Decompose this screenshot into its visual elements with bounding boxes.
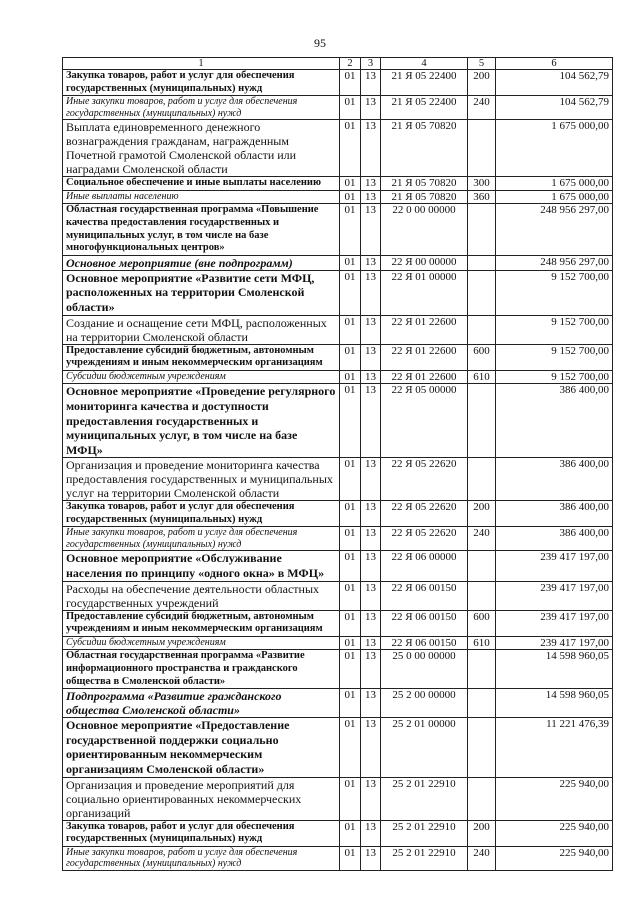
row-subsection-cell: 13 [361,777,381,820]
table-row [63,384,613,458]
row-subsection-cell: 13 [361,384,381,458]
row-amount-cell: 239 417 197,00 [496,610,613,636]
row-subsection-cell: 13 [361,70,381,96]
row-amount-cell: 1 675 000,00 [496,120,613,177]
table-row [63,527,613,551]
row-name-cell: Областная государственная программа «Развитие информационного пространства и гражданского общества в Смоленской области» [63,650,340,689]
row-subsection-cell: 13 [361,370,381,384]
row-subsection-cell: 13 [361,344,381,370]
row-section-cell: 01 [340,96,361,120]
row-section-cell: 01 [340,820,361,846]
row-subsection-cell: 13 [361,96,381,120]
row-target-article-cell: 22 Я 06 00150 [381,636,468,650]
row-subsection-cell: 13 [361,527,381,551]
row-amount-cell: 9 152 700,00 [496,344,613,370]
row-section-cell: 01 [340,120,361,177]
row-expense-type-cell: 200 [468,70,496,96]
row-section-cell: 01 [340,204,361,255]
row-amount-cell: 239 417 197,00 [496,551,613,581]
row-name-cell: Основное мероприятие «Проведение регулярного мониторинга качества и доступности предоставления государственных и муниципальных услуг, в том числе на базе МФЦ» [63,384,340,458]
row-expense-type-cell: 240 [468,96,496,120]
row-subsection-cell: 13 [361,846,381,870]
row-expense-type-cell: 360 [468,190,496,204]
row-section-cell: 01 [340,610,361,636]
row-amount-cell: 14 598 960,05 [496,650,613,689]
row-target-article-cell: 21 Я 05 22400 [381,96,468,120]
row-name-cell: Организация и проведение мониторинга качества предоставления государственных и муниципальных услуг на территории Смоленской области [63,458,340,501]
row-subsection-cell: 13 [361,177,381,191]
row-section-cell: 01 [340,344,361,370]
row-subsection-cell: 13 [361,501,381,527]
row-target-article-cell: 25 2 01 22910 [381,820,468,846]
row-section-cell: 01 [340,689,361,718]
row-amount-cell: 225 940,00 [496,820,613,846]
table-row [63,718,613,777]
table-row [63,190,613,204]
row-expense-type-cell: 600 [468,610,496,636]
row-target-article-cell: 25 2 01 22910 [381,846,468,870]
row-target-article-cell: 22 Я 01 22600 [381,344,468,370]
row-name-cell: Иные закупки товаров, работ и услуг для обеспечения государственных (муниципальных) нужд [63,527,340,551]
row-subsection-cell: 13 [361,190,381,204]
row-subsection-cell: 13 [361,315,381,344]
row-amount-cell: 386 400,00 [496,501,613,527]
row-expense-type-cell [468,315,496,344]
row-section-cell: 01 [340,177,361,191]
row-expense-type-cell [468,581,496,610]
table-row [63,255,613,270]
row-name-cell: Иные выплаты населению [63,190,340,204]
row-expense-type-cell: 300 [468,177,496,191]
row-target-article-cell: 22 Я 01 00000 [381,270,468,315]
row-target-article-cell: 22 Я 05 22620 [381,501,468,527]
row-target-article-cell: 22 0 00 00000 [381,204,468,255]
row-expense-type-cell [468,718,496,777]
row-amount-cell: 9 152 700,00 [496,370,613,384]
row-expense-type-cell: 600 [468,344,496,370]
table-row [63,501,613,527]
table-row [63,204,613,255]
row-subsection-cell: 13 [361,820,381,846]
table-row [63,344,613,370]
row-amount-cell: 225 940,00 [496,777,613,820]
row-amount-cell: 248 956 297,00 [496,255,613,270]
table-row [63,650,613,689]
table-row [63,551,613,581]
table-row [63,777,613,820]
row-amount-cell: 9 152 700,00 [496,270,613,315]
row-target-article-cell: 22 Я 05 22620 [381,458,468,501]
row-name-cell: Основное мероприятие «Развитие сети МФЦ, расположенных на территории Смоленской области» [63,270,340,315]
table-row [63,270,613,315]
row-expense-type-cell: 200 [468,501,496,527]
table-row [63,315,613,344]
row-section-cell: 01 [340,777,361,820]
row-target-article-cell: 22 Я 05 22620 [381,527,468,551]
row-subsection-cell: 13 [361,581,381,610]
table-row [63,70,613,96]
table-row [63,636,613,650]
row-expense-type-cell [468,120,496,177]
row-section-cell: 01 [340,527,361,551]
row-target-article-cell: 21 Я 05 70820 [381,190,468,204]
row-expense-type-cell [468,689,496,718]
row-expense-type-cell [468,650,496,689]
row-expense-type-cell [468,384,496,458]
row-name-cell: Создание и оснащение сети МФЦ, расположенных на территории Смоленской области [63,315,340,344]
row-name-cell: Социальное обеспечение и иные выплаты населению [63,177,340,191]
row-target-article-cell: 25 2 01 22910 [381,777,468,820]
row-target-article-cell: 22 Я 01 22600 [381,315,468,344]
row-name-cell: Расходы на обеспечение деятельности областных государственных учреждений [63,581,340,610]
row-target-article-cell: 21 Я 05 70820 [381,120,468,177]
row-section-cell: 01 [340,501,361,527]
column-header-3: 3 [361,58,381,70]
row-name-cell: Подпрограмма «Развитие гражданского общества Смоленской области» [63,689,340,718]
row-amount-cell: 239 417 197,00 [496,581,613,610]
row-amount-cell: 14 598 960,05 [496,689,613,718]
row-target-article-cell: 21 Я 05 70820 [381,177,468,191]
row-target-article-cell: 21 Я 05 22400 [381,70,468,96]
row-target-article-cell: 22 Я 06 00150 [381,610,468,636]
row-expense-type-cell [468,551,496,581]
row-section-cell: 01 [340,315,361,344]
row-name-cell: Закупка товаров, работ и услуг для обеспечения государственных (муниципальных) нужд [63,820,340,846]
row-name-cell: Предоставление субсидий бюджетным, автономным учреждениям и иным некоммерческим организациям [63,344,340,370]
row-section-cell: 01 [340,650,361,689]
row-section-cell: 01 [340,718,361,777]
row-name-cell: Закупка товаров, работ и услуг для обеспечения государственных (муниципальных) нужд [63,501,340,527]
budget-table [62,57,613,871]
row-amount-cell: 11 221 476,39 [496,718,613,777]
row-subsection-cell: 13 [361,636,381,650]
row-name-cell: Закупка товаров, работ и услуг для обеспечения государственных (муниципальных) нужд [63,70,340,96]
table-row [63,458,613,501]
table-row [63,120,613,177]
column-header-6: 6 [496,58,613,70]
row-amount-cell: 239 417 197,00 [496,636,613,650]
table-row [63,610,613,636]
row-target-article-cell: 22 Я 06 00000 [381,551,468,581]
table-row [63,846,613,870]
table-row [63,96,613,120]
row-name-cell: Иные закупки товаров, работ и услуг для обеспечения государственных (муниципальных) нужд [63,846,340,870]
row-expense-type-cell: 240 [468,527,496,551]
table-row [63,581,613,610]
row-expense-type-cell: 200 [468,820,496,846]
row-amount-cell: 386 400,00 [496,384,613,458]
row-expense-type-cell: 610 [468,370,496,384]
row-amount-cell: 1 675 000,00 [496,190,613,204]
row-section-cell: 01 [340,636,361,650]
row-expense-type-cell [468,204,496,255]
row-amount-cell: 386 400,00 [496,458,613,501]
row-section-cell: 01 [340,581,361,610]
row-subsection-cell: 13 [361,204,381,255]
table-row [63,177,613,191]
row-subsection-cell: 13 [361,255,381,270]
row-amount-cell: 225 940,00 [496,846,613,870]
row-name-cell: Организация и проведение мероприятий для социально ориентированных некоммерческих организаций [63,777,340,820]
table-row [63,689,613,718]
row-section-cell: 01 [340,384,361,458]
column-header-1: 1 [63,58,340,70]
row-section-cell: 01 [340,270,361,315]
row-name-cell: Выплата единовременного денежного вознаграждения гражданам, награжденным Почетной грамотой Смоленской области или наградами Смоленской области [63,120,340,177]
row-name-cell: Субсидии бюджетным учреждениям [63,636,340,650]
row-expense-type-cell: 610 [468,636,496,650]
row-target-article-cell: 25 0 00 00000 [381,650,468,689]
row-name-cell: Субсидии бюджетным учреждениям [63,370,340,384]
row-section-cell: 01 [340,190,361,204]
row-section-cell: 01 [340,458,361,501]
row-subsection-cell: 13 [361,458,381,501]
table-row [63,370,613,384]
row-name-cell: Предоставление субсидий бюджетным, автономным учреждениям и иным некоммерческим организациям [63,610,340,636]
page-number: 95 [314,36,326,50]
row-section-cell: 01 [340,846,361,870]
row-section-cell: 01 [340,370,361,384]
row-subsection-cell: 13 [361,551,381,581]
row-section-cell: 01 [340,255,361,270]
row-amount-cell: 104 562,79 [496,70,613,96]
row-name-cell: Основное мероприятие «Обслуживание населения по принципу «одного окна» в МФЦ» [63,551,340,581]
row-expense-type-cell [468,458,496,501]
row-expense-type-cell [468,270,496,315]
row-expense-type-cell [468,777,496,820]
row-target-article-cell: 25 2 00 00000 [381,689,468,718]
column-header-5: 5 [468,58,496,70]
row-subsection-cell: 13 [361,120,381,177]
row-amount-cell: 1 675 000,00 [496,177,613,191]
table-row [63,820,613,846]
row-name-cell: Областная государственная программа «Повышение качества предоставления государственных и муниципальных услуг, в том числе на базе многофункциональных центров» [63,204,340,255]
row-subsection-cell: 13 [361,650,381,689]
row-name-cell: Основное мероприятие (вне подпрограмм) [63,255,340,270]
row-amount-cell: 248 956 297,00 [496,204,613,255]
row-section-cell: 01 [340,551,361,581]
row-section-cell: 01 [340,70,361,96]
row-target-article-cell: 22 Я 01 22600 [381,370,468,384]
row-expense-type-cell: 240 [468,846,496,870]
row-name-cell: Иные закупки товаров, работ и услуг для обеспечения государственных (муниципальных) нужд [63,96,340,120]
row-target-article-cell: 25 2 01 00000 [381,718,468,777]
row-target-article-cell: 22 Я 05 00000 [381,384,468,458]
column-header-2: 2 [340,58,361,70]
row-amount-cell: 386 400,00 [496,527,613,551]
row-name-cell: Основное мероприятие «Предоставление государственной поддержки социально ориентированным некоммерческим организациям Смоленской области» [63,718,340,777]
row-amount-cell: 9 152 700,00 [496,315,613,344]
column-header-4: 4 [381,58,468,70]
row-subsection-cell: 13 [361,718,381,777]
table-header-row [63,58,613,70]
row-target-article-cell: 22 Я 06 00150 [381,581,468,610]
row-subsection-cell: 13 [361,689,381,718]
row-subsection-cell: 13 [361,270,381,315]
row-target-article-cell: 22 Я 00 00000 [381,255,468,270]
row-amount-cell: 104 562,79 [496,96,613,120]
row-subsection-cell: 13 [361,610,381,636]
row-expense-type-cell [468,255,496,270]
